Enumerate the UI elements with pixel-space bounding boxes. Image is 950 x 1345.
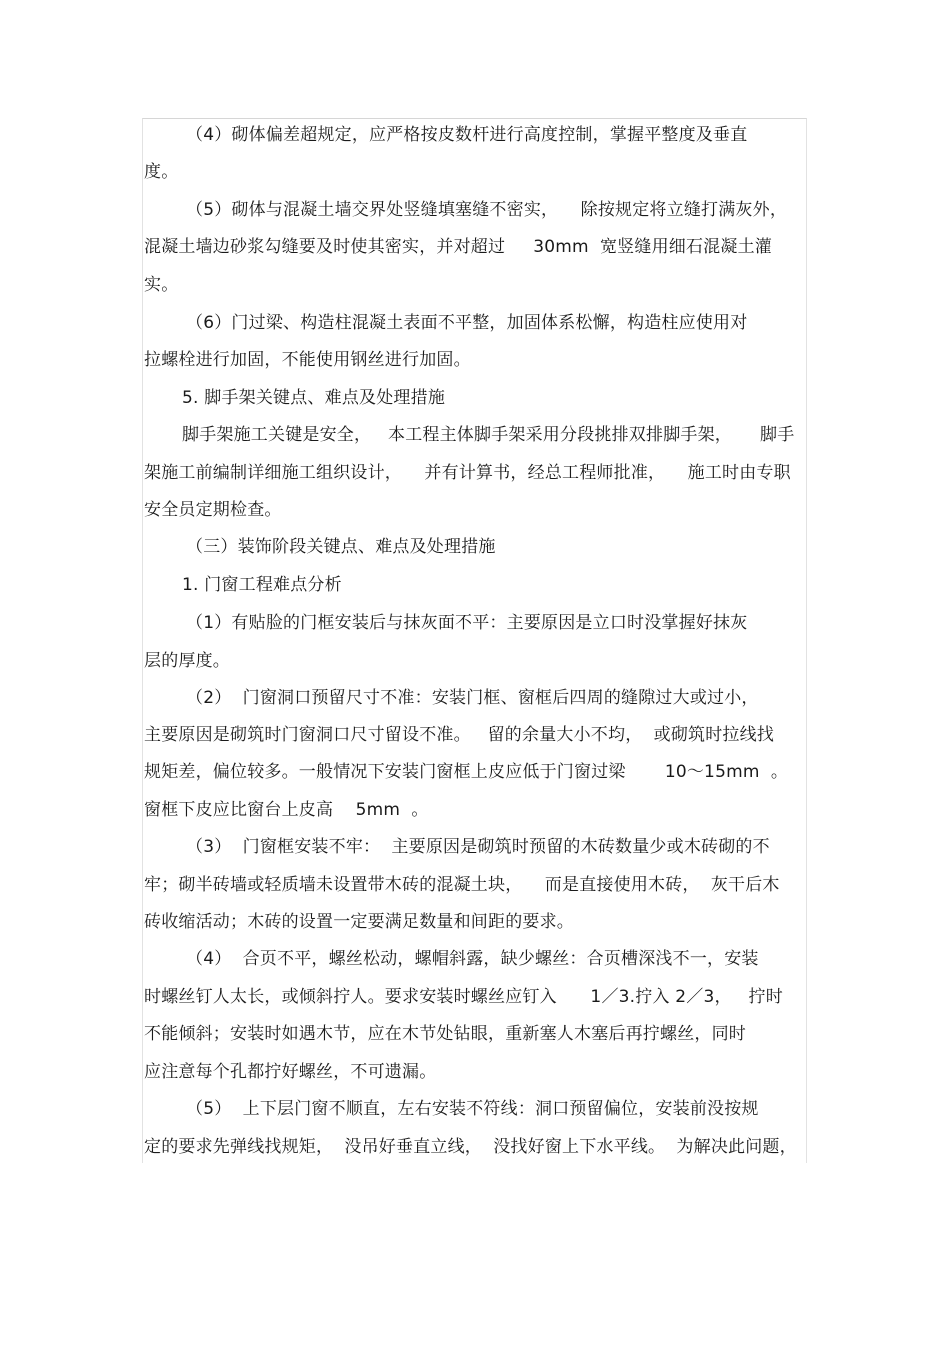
text-line: 混凝土墙边砂浆勾缝要及时使其密实，并对超过 30mm 宽竖缝用细石混凝土灌 xyxy=(144,237,772,257)
text-line: 脚手架施工关键是安全， 本工程主体脚手架采用分段挑排双排脚手架， 脚手 xyxy=(182,425,795,445)
text-line: 牢；砌半砖墙或轻质墙未设置带木砖的混凝土块， 而是直接使用木砖， 灰干后木 xyxy=(144,875,780,895)
text-line: （4）砌体偏差超规定，应严格按皮数杆进行高度控制，掌握平整度及垂直 xyxy=(186,125,748,145)
text-line: 拉螺栓进行加固，不能使用钢丝进行加固。 xyxy=(144,350,471,370)
text-line: 定的要求先弹线找规矩， 没吊好垂直立线， 没找好窗上下水平线。 为解决此问题， xyxy=(144,1137,797,1157)
text-line: 度。 xyxy=(144,162,179,182)
text-line: 实。 xyxy=(144,275,179,295)
text-line: 安全员定期检查。 xyxy=(144,500,282,520)
text-line: 规矩差，偏位较多。一般情况下安装门窗框上皮应低于门窗过梁 10～15mm 。 xyxy=(144,762,789,782)
text-line: （4） 合页不平，螺丝松动，螺帽斜露，缺少螺丝：合页槽深浅不一，安装 xyxy=(186,949,759,969)
text-line: 架施工前编制详细施工组织设计， 并有计算书，经总工程师批准， 施工时由专职 xyxy=(144,463,791,483)
section-heading: 5. 脚手架关键点、难点及处理措施 xyxy=(182,388,446,408)
text-line: （5）砌体与混凝土墙交界处竖缝填塞缝不密实， 除按规定将立缝打满灰外， xyxy=(186,200,788,220)
text-line: 不能倾斜；安装时如遇木节，应在木节处钻眼，重新塞人木塞后再拧螺丝，同时 xyxy=(144,1024,746,1044)
text-line: （2） 门窗洞口预留尺寸不准：安装门框、窗框后四周的缝隙过大或过小， xyxy=(186,688,759,708)
section-heading: 1. 门窗工程难点分析 xyxy=(182,575,342,595)
text-line: （1）有贴脸的门框安装后与抹灰面不平：主要原因是立口时没掌握好抹灰 xyxy=(186,613,748,633)
section-heading: （三）装饰阶段关键点、难点及处理措施 xyxy=(186,537,496,557)
text-line: （6）门过梁、构造柱混凝土表面不平整，加固体系松懈，构造柱应使用对 xyxy=(186,313,748,333)
text-line: 层的厚度。 xyxy=(144,651,230,671)
text-line: 砖收缩活动；木砖的设置一定要满足数量和间距的要求。 xyxy=(144,912,574,932)
text-line: 窗框下皮应比窗台上皮高 5mm 。 xyxy=(144,800,429,820)
text-line: （5） 上下层门窗不顺直，左右安装不符线：洞口预留偏位，安装前没按规 xyxy=(186,1099,759,1119)
text-line: 主要原因是砌筑时门窗洞口尺寸留设不准。 留的余量大小不均， 或砌筑时拉线找 xyxy=(144,725,775,745)
text-line: 时螺丝钉人太长，或倾斜拧人。要求安装时螺丝应钉入 1／3.拧入 2／3， 拧时 xyxy=(144,987,783,1007)
text-line: 应注意每个孔都拧好螺丝，不可遗漏。 xyxy=(144,1062,437,1082)
text-line: （3） 门窗框安装不牢： 主要原因是砌筑时预留的木砖数量少或木砖砌的不 xyxy=(186,837,770,857)
